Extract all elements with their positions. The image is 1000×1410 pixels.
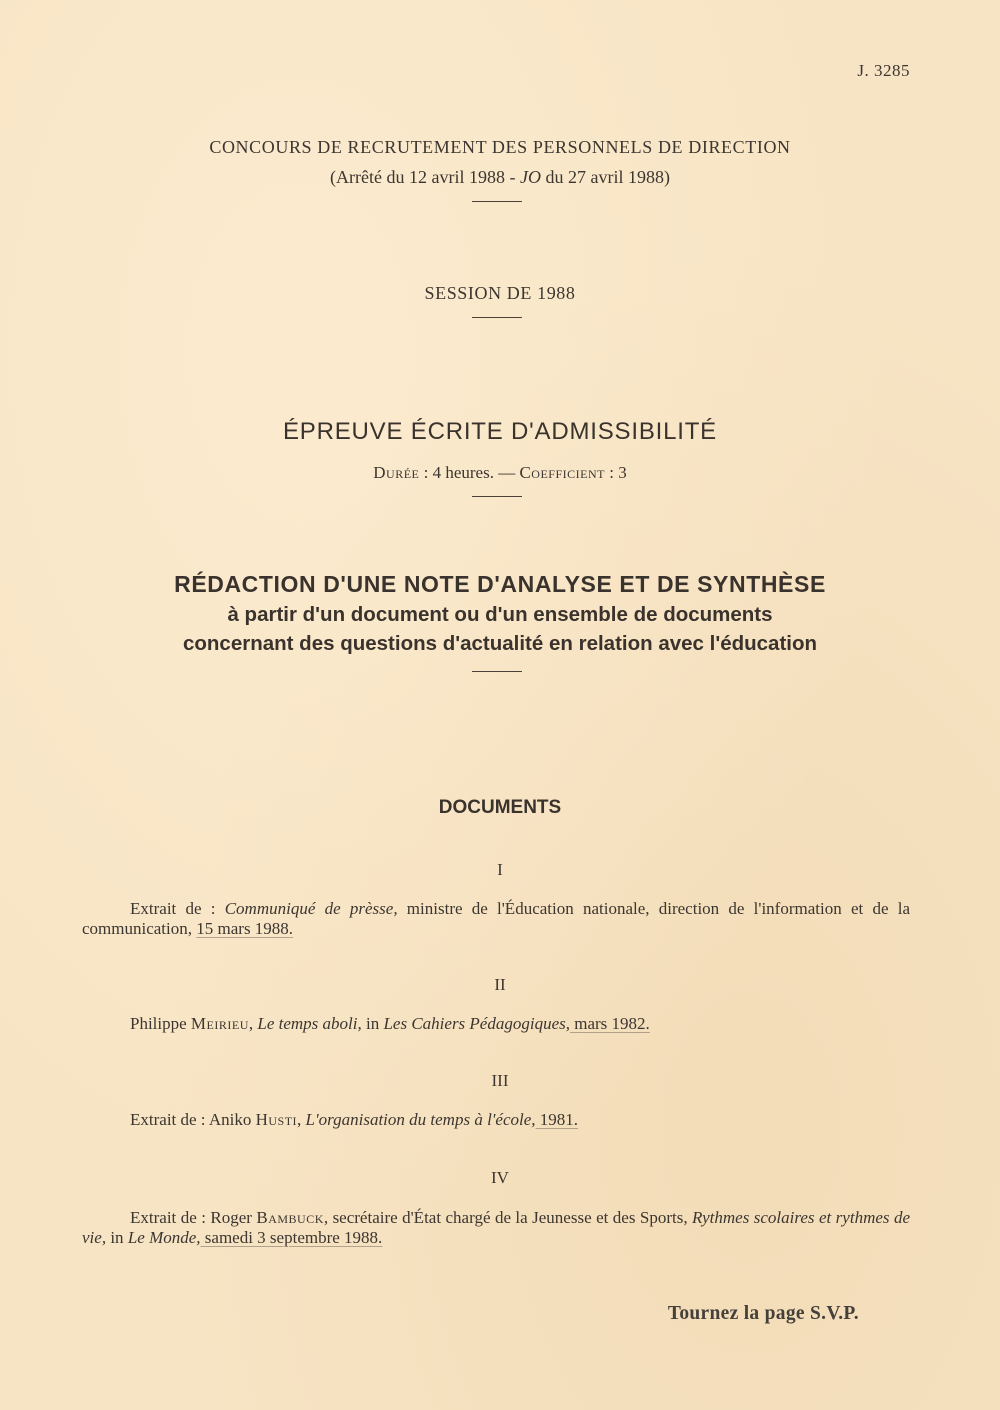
doc-date: samedi 3 septembre 1988. <box>200 1228 383 1247</box>
doc-title: Communiqué de prèsse, <box>224 899 398 918</box>
coefficient-label: Coefficient <box>519 463 605 482</box>
duree-value: : 4 heures. — <box>419 463 520 482</box>
doc-prefix: Extrait de : Aniko <box>130 1110 256 1129</box>
doc-prefix: Extrait de : <box>130 899 225 918</box>
coefficient-value: : 3 <box>604 463 627 482</box>
sujet-title: RÉDACTION D'UNE NOTE D'ANALYSE ET DE SYNTHÈSE <box>174 571 826 597</box>
divider <box>472 201 522 202</box>
doc-author-last: Bambuck <box>256 1208 324 1227</box>
duree-label: Durée <box>373 463 420 482</box>
doc-rest: ministre de l'Éducation nationale, direction de l'information et de la communication, <box>82 899 910 938</box>
divider <box>472 317 522 318</box>
document-entry <box>82 899 910 939</box>
doc-rest: , secrétaire d'État chargé de la Jeunesse et des Sports, <box>323 1208 693 1227</box>
doc-in: in <box>106 1228 128 1247</box>
arrete-jo: JO <box>519 167 541 187</box>
document-numeral: IV <box>491 1168 509 1187</box>
doc-title: L'organisation du temps à l'école, <box>305 1110 536 1129</box>
doc-author-last: Meirieu <box>190 1014 249 1033</box>
doc-source: Les Cahiers Pédagogiques, <box>383 1014 570 1033</box>
concours-title: CONCOURS DE RECRUTEMENT DES PERSONNELS DE DIRECTION <box>209 137 791 157</box>
document-entry <box>130 1110 578 1130</box>
duree-line <box>0 463 1000 483</box>
doc-author-first: Philippe <box>130 1014 191 1033</box>
divider <box>472 671 522 672</box>
doc-title: Rythmes scolaires et rythmes de vie, <box>82 1208 910 1247</box>
doc-sep: , <box>248 1014 258 1033</box>
doc-in: in <box>361 1014 384 1033</box>
doc-author-last: Husti <box>255 1110 298 1129</box>
document-reference: J. 3285 <box>857 61 910 80</box>
document-entry <box>82 1208 910 1248</box>
arrete-line <box>0 167 1000 188</box>
doc-source: Le Monde, <box>127 1228 201 1247</box>
doc-prefix: Extrait de : Roger <box>130 1208 257 1227</box>
document-entry <box>130 1014 650 1034</box>
session-title: SESSION DE 1988 <box>424 283 576 303</box>
document-numeral: III <box>491 1071 509 1090</box>
doc-date: mars 1982. <box>570 1014 650 1033</box>
sujet-subtitle-2: concernant des questions d'actualité en relation avec l'éducation <box>182 632 818 655</box>
arrete-suffix: du 27 avril 1988) <box>540 167 670 187</box>
doc-date: 15 mars 1988. <box>196 919 294 938</box>
doc-sep: , <box>297 1110 306 1129</box>
sujet-subtitle-1: à partir d'un document ou d'un ensemble de documents <box>227 603 773 626</box>
turn-page-notice: Tournez la page S.V.P. <box>667 1303 859 1324</box>
divider <box>472 496 522 497</box>
document-numeral: II <box>494 975 506 994</box>
document-numeral: I <box>497 860 503 879</box>
epreuve-title: ÉPREUVE ÉCRITE D'ADMISSIBILITÉ <box>282 418 717 445</box>
documents-heading: DOCUMENTS <box>438 797 562 818</box>
arrete-prefix: (Arrêté du 12 avril 1988 - <box>330 167 520 187</box>
doc-title: Le temps aboli, <box>257 1014 362 1033</box>
doc-date: 1981. <box>535 1110 579 1129</box>
